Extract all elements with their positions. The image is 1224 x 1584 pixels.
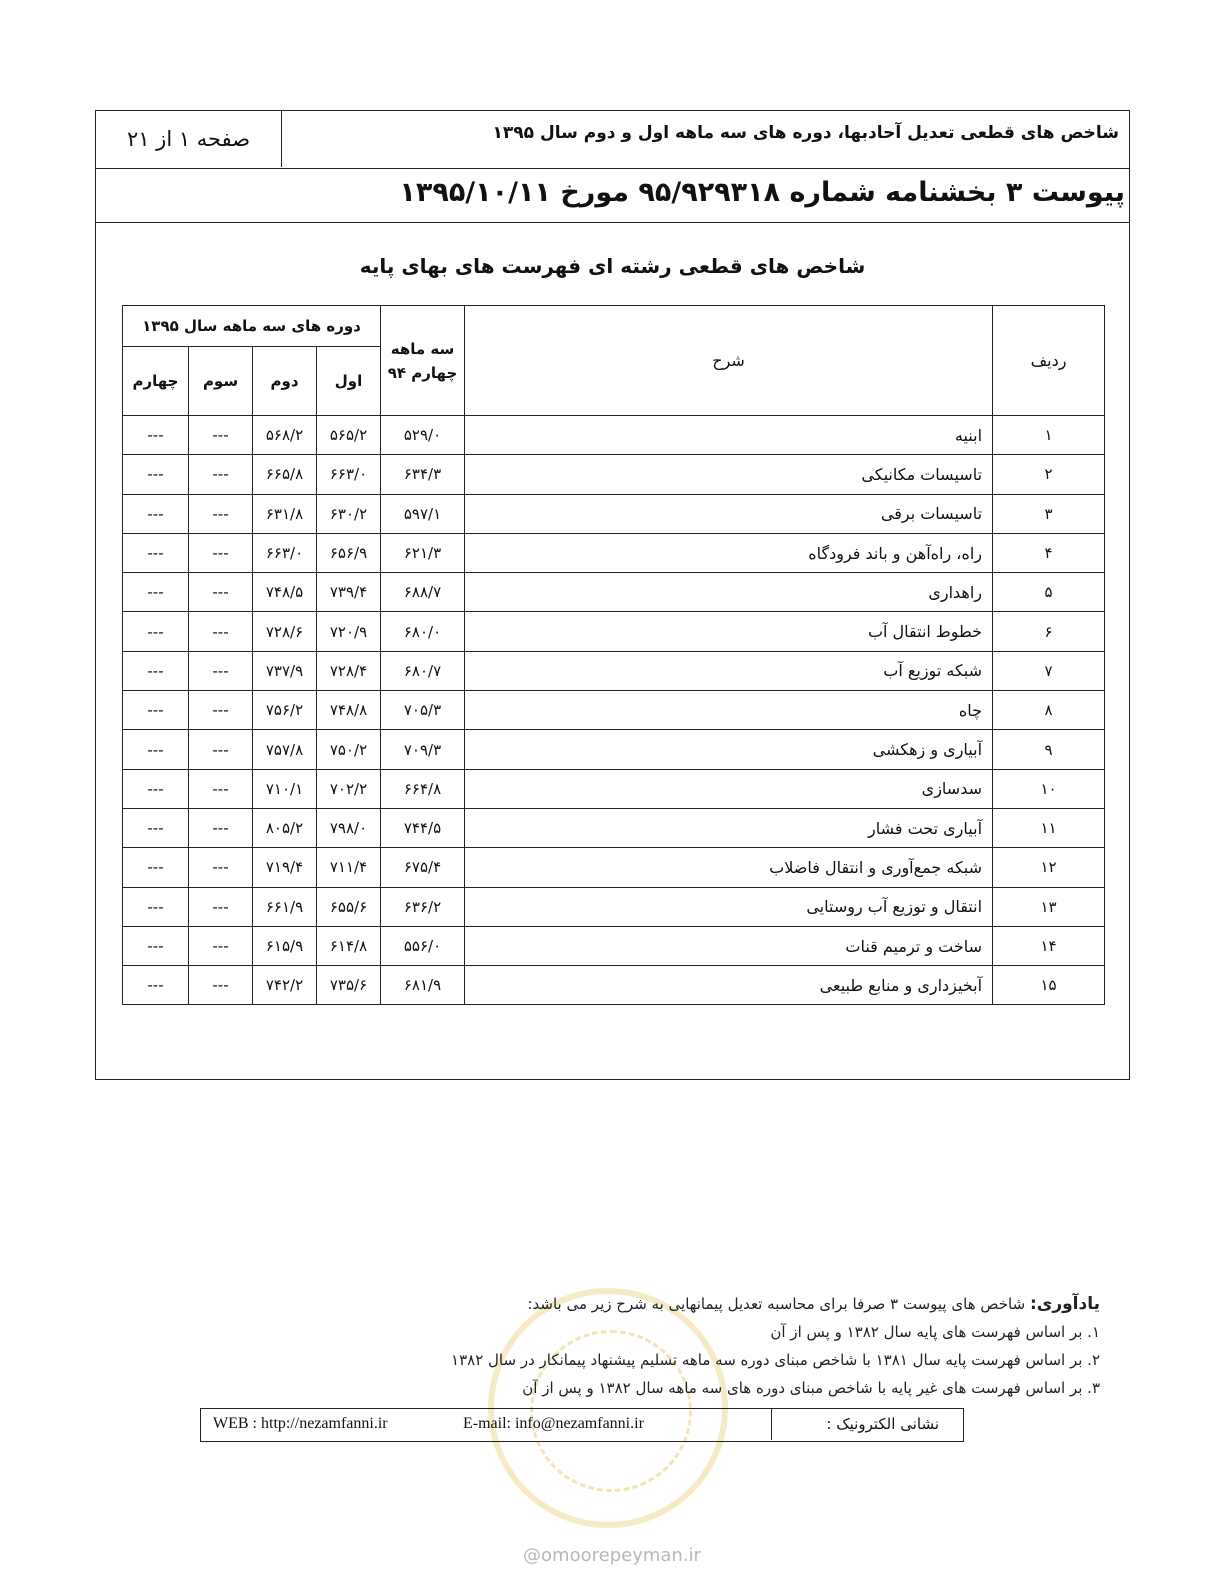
- q1-cell: ۷۳۵/۶: [317, 966, 381, 1005]
- q1-cell: ۷۴۸/۸: [317, 691, 381, 730]
- row-number-cell: ۱۲: [993, 848, 1105, 887]
- header-q3: سوم: [189, 347, 253, 416]
- subheader-row: [96, 169, 1129, 223]
- page-number: صفحه ۱ از ۲۱: [96, 111, 282, 167]
- q1-cell: ۶۵۵/۶: [317, 887, 381, 926]
- table-row: [123, 612, 1105, 651]
- q3-cell: ---: [189, 416, 253, 455]
- prev-quarter-cell: ۶۸۱/۹: [381, 966, 465, 1005]
- q4-cell: ---: [123, 494, 189, 533]
- prev-quarter-cell: ۶۶۴/۸: [381, 769, 465, 808]
- q2-cell: ۷۵۷/۸: [253, 730, 317, 769]
- q1-cell: ۶۵۶/۹: [317, 533, 381, 572]
- q2-cell: ۵۶۸/۲: [253, 416, 317, 455]
- description-cell: شبکه جمع‌آوری و انتقال فاضلاب: [465, 848, 993, 887]
- q3-cell: ---: [189, 651, 253, 690]
- description-cell: راهداری: [465, 573, 993, 612]
- row-number-cell: ۹: [993, 730, 1105, 769]
- q1-cell: ۷۱۱/۴: [317, 848, 381, 887]
- table-row: [123, 691, 1105, 730]
- note-intro-line: [380, 1290, 1100, 1318]
- row-number-cell: ۸: [993, 691, 1105, 730]
- description-cell: آبخیزداری و منابع طبیعی: [465, 966, 993, 1005]
- description-cell: تاسیسات برقی: [465, 494, 993, 533]
- email-link[interactable]: E-mail: info@nezamfanni.ir: [463, 1415, 644, 1432]
- table-row: [123, 966, 1105, 1005]
- description-cell: خطوط انتقال آب: [465, 612, 993, 651]
- q1-cell: ۶۳۰/۲: [317, 494, 381, 533]
- q3-cell: ---: [189, 769, 253, 808]
- description-cell: آبیاری تحت فشار: [465, 808, 993, 847]
- q1-cell: ۷۵۰/۲: [317, 730, 381, 769]
- description-cell: ابنیه: [465, 416, 993, 455]
- q4-cell: ---: [123, 691, 189, 730]
- contact-label: نشانی الکترونیک :: [826, 1415, 939, 1433]
- q2-cell: ۷۱۹/۴: [253, 848, 317, 887]
- q4-cell: ---: [123, 612, 189, 651]
- table-title: شاخص های قطعی رشته ای فهرست های بهای پایه: [359, 254, 866, 278]
- prev-quarter-cell: ۵۵۶/۰: [381, 926, 465, 965]
- q2-cell: ۷۲۸/۶: [253, 612, 317, 651]
- table-row: [123, 848, 1105, 887]
- row-number-cell: ۱۱: [993, 808, 1105, 847]
- prev-quarter-cell: ۵۹۷/۱: [381, 494, 465, 533]
- q3-cell: ---: [189, 494, 253, 533]
- q1-cell: ۷۳۹/۴: [317, 573, 381, 612]
- note-intro: شاخص های پیوست ۳ صرفا برای محاسبه تعدیل پیمانهایی به شرح زیر می باشد:: [527, 1295, 1030, 1313]
- q2-cell: ۶۶۳/۰: [253, 533, 317, 572]
- header-q4: چهارم: [123, 347, 189, 416]
- prev-quarter-cell: ۶۳۶/۲: [381, 887, 465, 926]
- q2-cell: ۷۴۲/۲: [253, 966, 317, 1005]
- q3-cell: ---: [189, 887, 253, 926]
- q2-cell: ۷۵۶/۲: [253, 691, 317, 730]
- q3-cell: ---: [189, 612, 253, 651]
- row-number-cell: ۴: [993, 533, 1105, 572]
- q1-cell: ۶۱۴/۸: [317, 926, 381, 965]
- q2-cell: ۷۱۰/۱: [253, 769, 317, 808]
- header-q2: دوم: [253, 347, 317, 416]
- row-number-cell: ۳: [993, 494, 1105, 533]
- q4-cell: ---: [123, 926, 189, 965]
- q4-cell: ---: [123, 455, 189, 494]
- web-link[interactable]: WEB : http://nezamfanni.ir: [213, 1415, 388, 1432]
- prev-quarter-cell: ۶۳۴/۳: [381, 455, 465, 494]
- q2-cell: ۷۳۷/۹: [253, 651, 317, 690]
- q2-cell: ۸۰۵/۲: [253, 808, 317, 847]
- q3-cell: ---: [189, 573, 253, 612]
- q4-cell: ---: [123, 730, 189, 769]
- table-row: [123, 651, 1105, 690]
- q4-cell: ---: [123, 966, 189, 1005]
- q3-cell: ---: [189, 691, 253, 730]
- table-row: [123, 573, 1105, 612]
- row-number-cell: ۱۵: [993, 966, 1105, 1005]
- table-row: [123, 533, 1105, 572]
- row-number-cell: ۷: [993, 651, 1105, 690]
- note-item: ۱. بر اساس فهرست های پایه سال ۱۳۸۲ و پس از آن: [770, 1323, 1100, 1341]
- table-row: [123, 416, 1105, 455]
- header-prev-quarter: سه ماهه چهارم ۹۴: [381, 306, 465, 416]
- q1-cell: ۵۶۵/۲: [317, 416, 381, 455]
- note-block: [380, 1290, 1100, 1402]
- description-cell: راه، راه‌آهن و باند فرودگاه: [465, 533, 993, 572]
- row-number-cell: ۱۳: [993, 887, 1105, 926]
- row-number-cell: ۱۴: [993, 926, 1105, 965]
- q4-cell: ---: [123, 533, 189, 572]
- q3-cell: ---: [189, 808, 253, 847]
- header-row: [96, 111, 1129, 169]
- q4-cell: ---: [123, 573, 189, 612]
- table-row: [123, 808, 1105, 847]
- note-item: ۲. بر اساس فهرست پایه سال ۱۳۸۱ با شاخص مبنای دوره سه ماهه تسلیم پیشنهاد پیمانکار در سال ۱۳۸۲: [451, 1351, 1100, 1369]
- note-item: ۳. بر اساس فهرست های غیر پایه با شاخص مبنای دوره های سه ماهه سال ۱۳۸۲ و پس از آن: [522, 1379, 1100, 1397]
- prev-quarter-cell: ۶۲۱/۳: [381, 533, 465, 572]
- prev-quarter-cell: ۶۸۸/۷: [381, 573, 465, 612]
- table-row: [123, 494, 1105, 533]
- row-number-cell: ۱۰: [993, 769, 1105, 808]
- q4-cell: ---: [123, 651, 189, 690]
- q3-cell: ---: [189, 730, 253, 769]
- prev-quarter-cell: ۷۰۵/۳: [381, 691, 465, 730]
- row-number-cell: ۶: [993, 612, 1105, 651]
- row-number-cell: ۱: [993, 416, 1105, 455]
- q4-cell: ---: [123, 808, 189, 847]
- table-row: [123, 455, 1105, 494]
- table-row: [123, 769, 1105, 808]
- table-row: [123, 926, 1105, 965]
- q1-cell: ۷۹۸/۰: [317, 808, 381, 847]
- q4-cell: ---: [123, 769, 189, 808]
- prev-quarter-cell: ۷۰۹/۳: [381, 730, 465, 769]
- prev-quarter-cell: ۶۸۰/۷: [381, 651, 465, 690]
- table-body: [123, 416, 1105, 1005]
- description-cell: ساخت و ترمیم قنات: [465, 926, 993, 965]
- contact-links: [201, 1409, 772, 1440]
- q2-cell: ۶۱۵/۹: [253, 926, 317, 965]
- prev-quarter-cell: ۶۷۵/۴: [381, 848, 465, 887]
- note-label: یادآوری:: [1029, 1294, 1100, 1314]
- row-number-cell: ۲: [993, 455, 1105, 494]
- q4-cell: ---: [123, 887, 189, 926]
- contact-box: [200, 1408, 964, 1442]
- description-cell: انتقال و توزیع آب روستایی: [465, 887, 993, 926]
- q4-cell: ---: [123, 416, 189, 455]
- circular-title: پیوست ۳ بخشنامه شماره ۹۵/۹۲۹۳۱۸ مورخ ۱۳۹۵/۱۰/۱۱: [399, 177, 1125, 208]
- prev-quarter-cell: ۶۸۰/۰: [381, 612, 465, 651]
- q2-cell: ۷۴۸/۵: [253, 573, 317, 612]
- q3-cell: ---: [189, 455, 253, 494]
- q2-cell: ۶۶۵/۸: [253, 455, 317, 494]
- q2-cell: ۶۶۱/۹: [253, 887, 317, 926]
- description-cell: چاه: [465, 691, 993, 730]
- description-cell: سدسازی: [465, 769, 993, 808]
- q3-cell: ---: [189, 926, 253, 965]
- header-description: شرح: [465, 306, 993, 416]
- prev-quarter-cell: ۷۴۴/۵: [381, 808, 465, 847]
- header-title: شاخص های قطعی تعدیل آحادبها، دوره های سه ماهه اول و دوم سال ۱۳۹۵: [492, 123, 1119, 143]
- index-table: [122, 305, 1105, 1005]
- header-period-group: دوره های سه ماهه سال ۱۳۹۵: [123, 306, 381, 347]
- q2-cell: ۶۳۱/۸: [253, 494, 317, 533]
- q1-cell: ۷۲۸/۴: [317, 651, 381, 690]
- q4-cell: ---: [123, 848, 189, 887]
- table-row: [123, 730, 1105, 769]
- q3-cell: ---: [189, 966, 253, 1005]
- row-number-cell: ۵: [993, 573, 1105, 612]
- description-cell: آبیاری و زهکشی: [465, 730, 993, 769]
- q1-cell: ۷۲۰/۹: [317, 612, 381, 651]
- document-frame: [95, 110, 1130, 1080]
- footer-site: @omoorepeyman.ir: [523, 1545, 701, 1566]
- q1-cell: ۶۶۳/۰: [317, 455, 381, 494]
- q1-cell: ۷۰۲/۲: [317, 769, 381, 808]
- description-cell: تاسیسات مکانیکی: [465, 455, 993, 494]
- table-row: [123, 887, 1105, 926]
- description-cell: شبکه توزیع آب: [465, 651, 993, 690]
- q3-cell: ---: [189, 533, 253, 572]
- q3-cell: ---: [189, 848, 253, 887]
- header-row-number: ردیف: [993, 306, 1105, 416]
- prev-quarter-cell: ۵۲۹/۰: [381, 416, 465, 455]
- header-q1: اول: [317, 347, 381, 416]
